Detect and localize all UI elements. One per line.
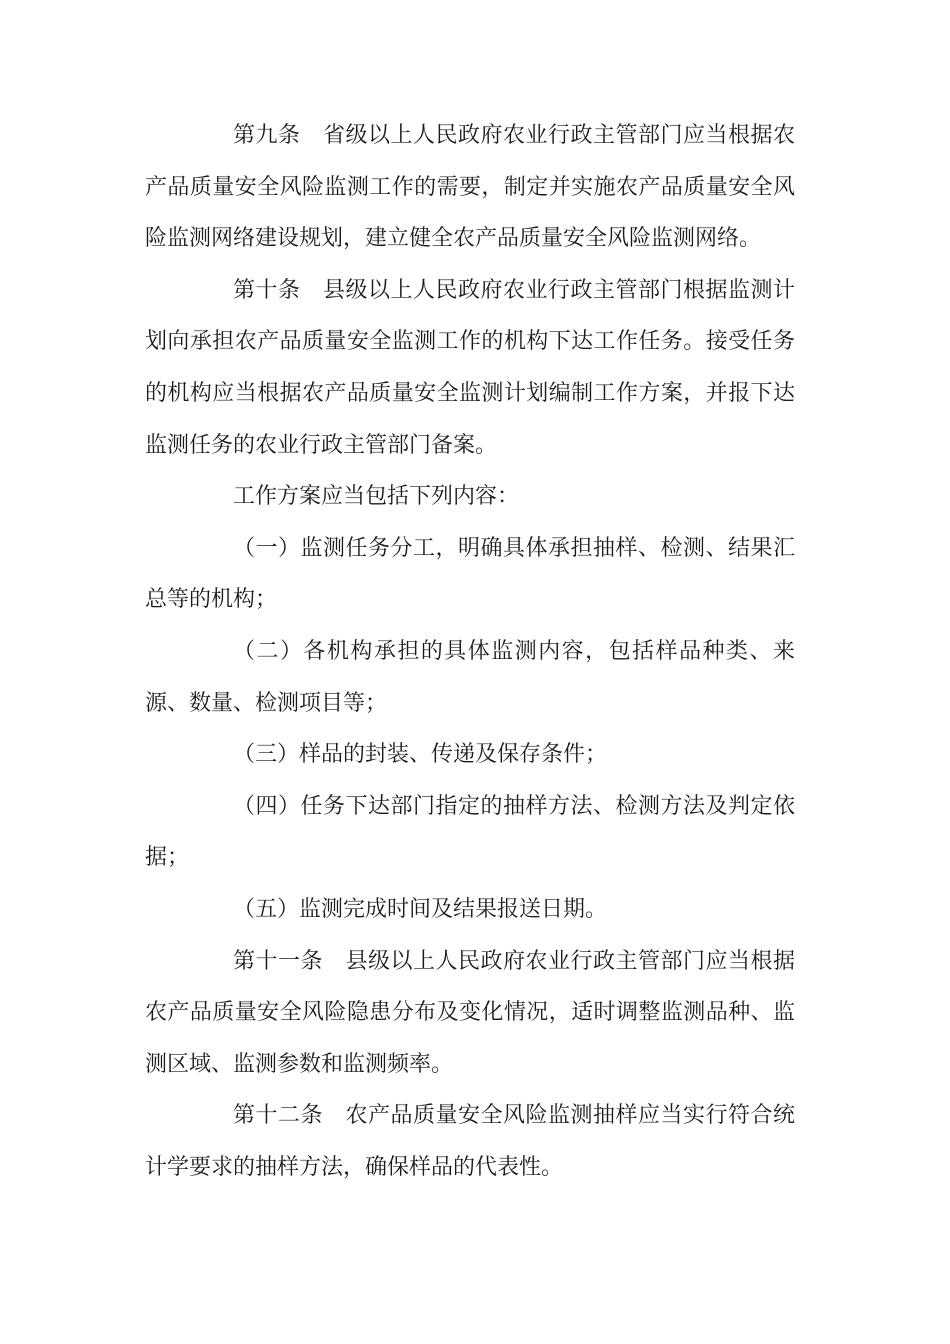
article-10-line-3: 的机构应当根据农产品质量安全监测计划编制工作方案，并报下达 [145,380,795,406]
item-2-line-2: 源、数量、检测项目等； [145,690,388,716]
article-9-line-1: 第九条 省级以上人民政府农业行政主管部门应当根据农 [233,123,795,148]
article-10-line-1: 第十条 县级以上人民政府农业行政主管部门根据监测计 [233,277,795,303]
article-10-line-2: 划向承担农产品质量安全监测工作的机构下达工作任务。接受任务 [145,329,795,355]
article-11-line-1: 第十一条 县级以上人民政府农业行政主管部门应当根据 [233,948,795,974]
item-4-line-1: （四）任务下达部门指定的抽样方法、检测方法及判定依 [233,793,795,819]
item-1-line-1: （一）监测任务分工，明确具体承担抽样、检测、结果汇 [233,535,795,561]
article-12-line-1: 第十二条 农产品质量安全风险监测抽样应当实行符合统 [233,1103,795,1129]
item-5: （五）监测完成时间及结果报送日期。 [233,896,608,922]
item-1-line-2: 总等的机构； [145,587,278,613]
article-12-line-2: 计学要求的抽样方法，确保样品的代表性。 [145,1154,564,1180]
article-11-line-3: 测区域、监测参数和监测频率。 [145,1051,454,1077]
item-2-line-1: （二）各机构承担的具体监测内容，包括样品种类、来 [233,638,795,664]
item-3: （三）样品的封装、传递及保存条件； [233,742,608,768]
item-4-line-2: 据； [145,845,190,871]
article-11-line-2: 农产品质量安全风险隐患分布及变化情况，适时调整监测品种、监 [145,1000,795,1026]
article-9-line-3: 险监测网络建设规划，建立健全农产品质量安全风险监测网络。 [145,226,762,252]
article-9-line-2: 产品质量安全风险监测工作的需要，制定并实施农产品质量安全风 [145,174,795,200]
article-10-line-4: 监测任务的农业行政主管部门备案。 [145,432,498,458]
work-plan-intro: 工作方案应当包括下列内容： [233,484,520,510]
document-body [145,110,795,1193]
